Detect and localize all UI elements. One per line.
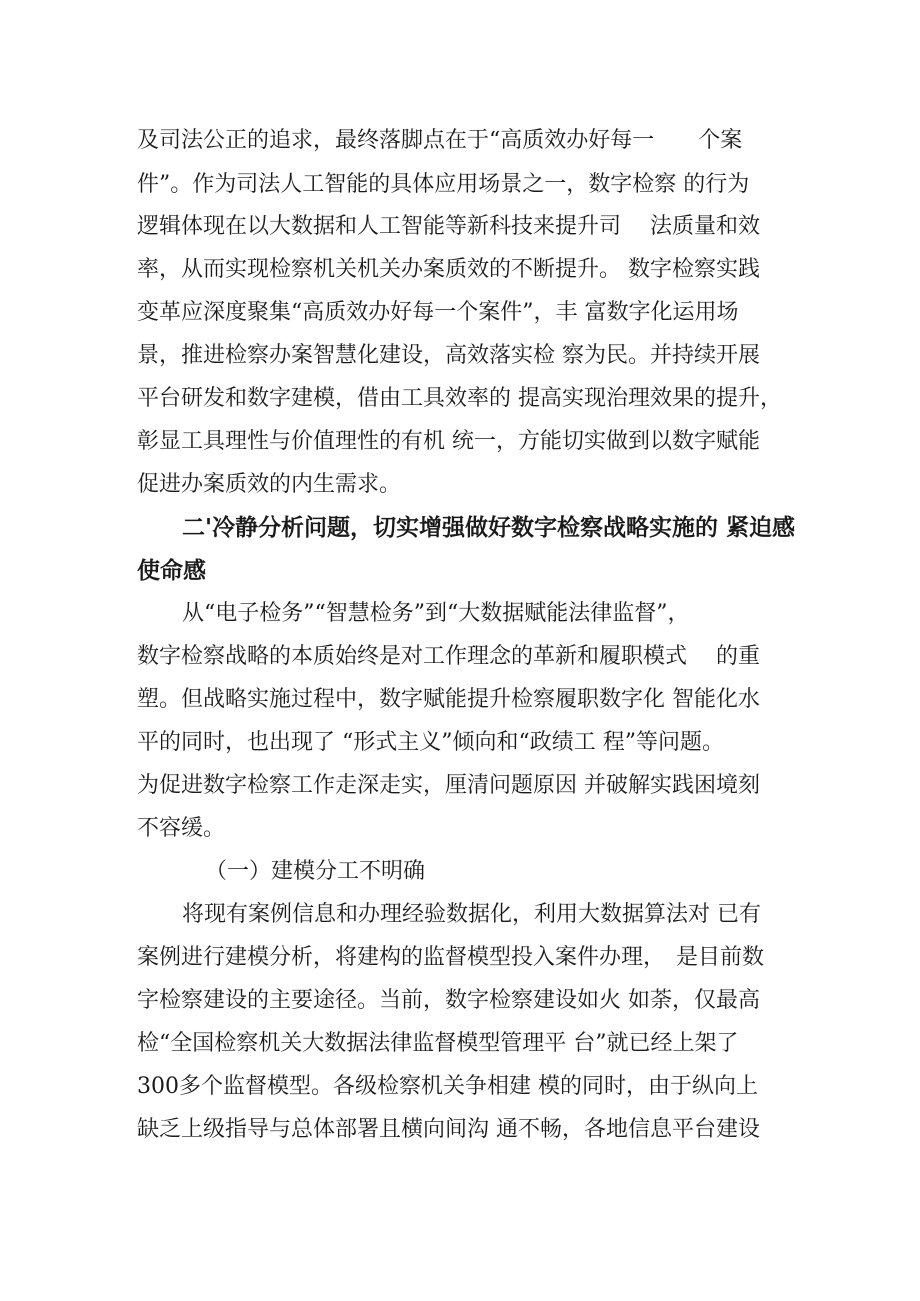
text-line: 促进办案质效的内生需求。 (137, 472, 402, 497)
text-line: 字检察建设的主要途径。当前，数字检察建设如火 如荼，仅最高 (137, 988, 760, 1013)
text-line: 逻辑体现在以大数据和人工智能等新科技来提升司 法质量和效 (137, 214, 760, 239)
text-line: 平的同时，也出现了 “形式主义”倾向和“政绩工 程”等问题。 (137, 730, 724, 755)
text-line: 为促进数字检察工作走深走实，厘清问题原因 并破解实践困境刻 (137, 773, 760, 798)
text-line: 检“全国检察机关大数据法律监督模型管理平 台”就已经上架了 (137, 1031, 739, 1056)
text-line: 彰显工具理性与价值理性的有机 统一，方能切实做到以数字赋能 (137, 429, 760, 454)
text-line: 景，推进检察办案智慧化建设，高效落实检 察为民。并持续开展 (137, 343, 760, 368)
subsection-1-heading: （一）建模分工不明确 (205, 859, 426, 884)
text-line: 平台研发和数字建模，借由工具效率的 提高实现治理效果的提升， (137, 386, 782, 411)
text-line: 变革应深度聚集“高质效办好每一个案件”，丰 富数字化运用场 (137, 300, 739, 325)
text-line: 及司法公正的追求，最终落脚点在于“高质效办好每一 个案 (137, 128, 743, 153)
text-line: 从“电子检务”“智慧检务”到“大数据赋能法律监督”， (182, 601, 690, 626)
heading-line: 使命感 (137, 558, 206, 584)
text-line: 不容缓。 (137, 816, 226, 841)
heading-line: 二'冷静分析问题，切实增强做好数字检察战略实施的 紧迫感 (182, 515, 796, 541)
text-line: 将现有案例信息和办理经验数据化，利用大数据算法对 已有 (182, 902, 761, 927)
text-line: 案例进行建模分析，将建构的监督模型投入案件办理， 是目前数 (137, 945, 765, 970)
text-line: 数字检察战略的本质始终是对工作理念的革新和履职模式 的重 (137, 644, 760, 669)
text-line: 300多个监督模型。各级检察机关争相建 模的同时，由于纵向上 (137, 1074, 758, 1099)
text-line: 件”。作为司法人工智能的具体应用场景之一，数字检察 的行为 (137, 172, 750, 197)
text-line: 塑。但战略实施过程中，数字赋能提升检察履职数字化 智能化水 (137, 687, 760, 712)
text-line: 率，从而实现检察机关机关办案质效的不断提升。 数字检察实践 (137, 257, 760, 282)
text-line: 缺乏上级指导与总体部署且横向间沟 通不畅，各地信息平台建设 (137, 1117, 760, 1142)
